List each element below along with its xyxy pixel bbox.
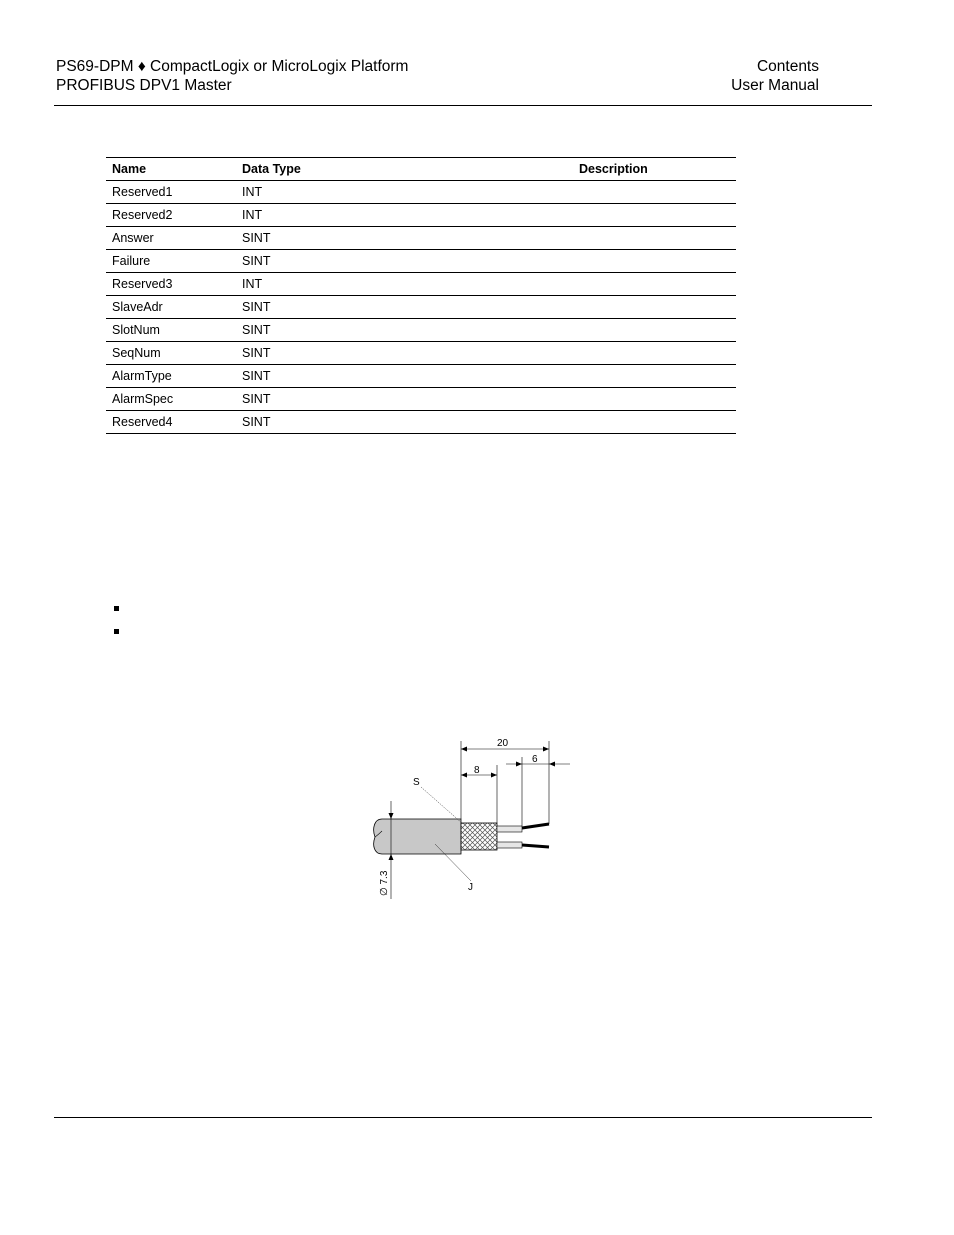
header-right (731, 57, 819, 95)
cell-name: Reserved4 (106, 411, 236, 434)
header-doc-type: User Manual (731, 77, 819, 94)
dimension-diameter: ∅ 7.3 (379, 870, 390, 896)
cell-description (467, 365, 736, 388)
header-product-title: PS69-DPM ♦ CompactLogix or MicroLogix Platform (56, 58, 409, 75)
table-body (106, 181, 736, 434)
table-row (106, 388, 736, 411)
core-conductor-1 (522, 824, 549, 828)
cell-name: Answer (106, 227, 236, 250)
cell-description (467, 319, 736, 342)
cell-description (467, 296, 736, 319)
cell-data-type: INT (236, 181, 467, 204)
cell-name: SeqNum (106, 342, 236, 365)
cell-name: SlotNum (106, 319, 236, 342)
table-row (106, 296, 736, 319)
cell-data-type: SINT (236, 227, 467, 250)
dimension-shield: 8 (474, 765, 480, 776)
cell-data-type: SINT (236, 411, 467, 434)
cable-shield-braid (461, 823, 497, 850)
core-conductor-2 (522, 845, 549, 847)
table-row (106, 227, 736, 250)
cell-description (467, 388, 736, 411)
cell-name: AlarmSpec (106, 388, 236, 411)
cell-data-type: INT (236, 204, 467, 227)
table-row (106, 319, 736, 342)
column-header-description: Description (467, 158, 736, 181)
cell-description (467, 411, 736, 434)
table-row (106, 365, 736, 388)
column-header-data-type: Data Type (236, 158, 467, 181)
parameter-table (106, 157, 736, 434)
cell-data-type: SINT (236, 388, 467, 411)
dimension-core: 6 (532, 754, 538, 765)
cell-name: Reserved1 (106, 181, 236, 204)
cell-description (467, 250, 736, 273)
table-row (106, 181, 736, 204)
column-header-name: Name (106, 158, 236, 181)
cell-name: SlaveAdr (106, 296, 236, 319)
cable-jacket (374, 819, 461, 854)
cell-data-type: SINT (236, 250, 467, 273)
cell-description (467, 227, 736, 250)
table-row (106, 273, 736, 296)
table-row (106, 250, 736, 273)
header-divider (54, 105, 872, 106)
table-header-row (106, 158, 736, 181)
core-insulation-2 (497, 842, 522, 848)
cell-name: AlarmType (106, 365, 236, 388)
cell-name: Failure (106, 250, 236, 273)
table-row (106, 411, 736, 434)
bullet-list (114, 606, 119, 652)
bullet-marker (114, 629, 119, 634)
cell-description (467, 181, 736, 204)
bullet-marker (114, 606, 119, 611)
header-product-subtitle: PROFIBUS DPV1 Master (56, 77, 232, 94)
cell-description (467, 204, 736, 227)
cell-data-type: SINT (236, 296, 467, 319)
cable-stripping-diagram (360, 735, 575, 905)
cell-data-type: SINT (236, 342, 467, 365)
label-shield: S (413, 777, 420, 788)
table-row (106, 204, 736, 227)
label-jacket: J (468, 882, 473, 893)
cell-name: Reserved3 (106, 273, 236, 296)
cell-data-type: INT (236, 273, 467, 296)
cell-description (467, 342, 736, 365)
cell-name: Reserved2 (106, 204, 236, 227)
cell-data-type: SINT (236, 365, 467, 388)
footer-divider (54, 1117, 872, 1118)
core-insulation-1 (497, 826, 522, 832)
table-row (106, 342, 736, 365)
header-section: Contents (756, 58, 819, 75)
dimension-total: 20 (497, 738, 509, 749)
cell-data-type: SINT (236, 319, 467, 342)
cell-description (467, 273, 736, 296)
header-left (56, 57, 408, 95)
